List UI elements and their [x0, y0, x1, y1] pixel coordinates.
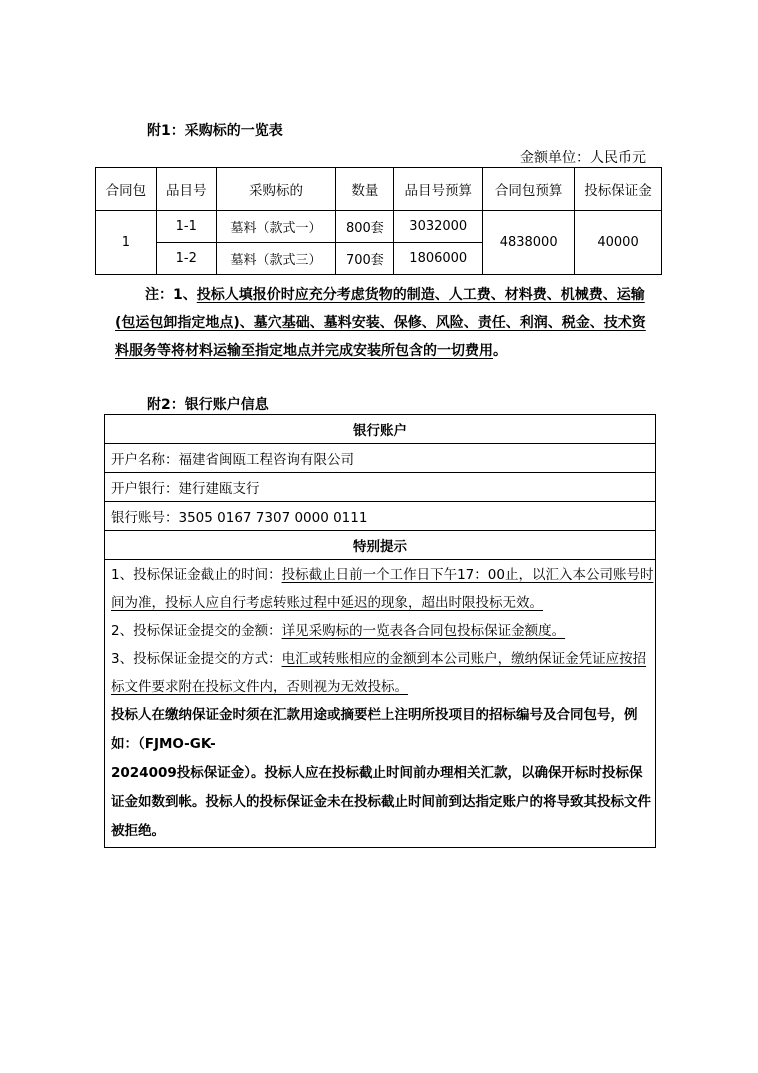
bank-account-table [104, 414, 656, 848]
tip-amount-value: 详见采购标的一览表各合同包投标保证金额度。 [281, 623, 566, 639]
deposit-remark [111, 701, 655, 846]
account-number-row [105, 502, 656, 531]
item-name: 墓料（款式一） [216, 211, 336, 243]
tip-method-value: 电汇或转账相应的金额到本公司账户，缴纳保证金凭证应按招标文件要求附在投标文件内，否则视为无效投标。 [111, 651, 647, 695]
heading-attachment-2: 附2：银行账户信息 [147, 397, 269, 413]
tip-deadline-value: 投标截止日前一个工作日下午17：00止，以汇入本公司账号时间为准，投标人应自行考虑转账过程中延迟的现象，超出时限投标无效。 [111, 567, 654, 611]
price-note [115, 281, 655, 365]
tip-amount [111, 617, 655, 645]
col-header: 数量 [336, 168, 394, 211]
tip-method [111, 645, 655, 701]
account-number-label: 银行账号： [111, 510, 179, 526]
package-budget: 4838000 [483, 211, 575, 275]
bank-name-label: 开户银行： [111, 481, 179, 497]
account-name-label: 开户名称： [111, 452, 179, 468]
item-number: 1-1 [156, 211, 216, 243]
table-row [96, 211, 662, 243]
tip-deadline [111, 561, 655, 617]
special-tips-title: 特别提示 [105, 531, 656, 560]
item-number: 1-2 [156, 243, 216, 275]
table-header-row [96, 168, 662, 211]
note-text: 投标人填报价时应充分考虑货物的制造、人工费、材料费、机械费、运输(包运包卸指定地点)、墓穴基础、墓料安装、保修、风险、责任、利润、税金、技术资料服务等将材料运输至指定地点并完成安装所包含的一切费用 [115, 287, 646, 359]
tips-cell [105, 560, 656, 848]
note-prefix: 注：1、 [145, 287, 197, 303]
col-header: 合同包预算 [483, 168, 575, 211]
bank-name-row [105, 473, 656, 502]
currency-unit: 金额单位：人民币元 [520, 150, 646, 166]
col-header: 投标保证金 [575, 168, 662, 211]
deposit-remark-line1: 投标人在缴纳保证金时须在汇款用途或摘要栏上注明所投项目的招标编号及合同包号，例如：（FJMO-GK- [111, 707, 638, 752]
item-budget: 3032000 [394, 211, 483, 243]
tip-method-label: 3、投标保证金提交的方式： [111, 651, 282, 667]
note-suffix: 。 [493, 343, 507, 359]
col-header: 合同包 [96, 168, 157, 211]
item-budget: 1806000 [394, 243, 483, 275]
col-header: 品目号 [156, 168, 216, 211]
bid-deposit: 40000 [575, 211, 662, 275]
account-name-row [105, 444, 656, 473]
col-header: 采购标的 [216, 168, 336, 211]
tip-deadline-label: 1、投标保证金截止的时间： [111, 567, 282, 583]
account-number-value: 3505 0167 7307 0000 0111 [178, 510, 368, 526]
deposit-remark-line2: 2024009投标保证金）。投标人应在投标截止时间前办理相关汇款，以确保开标时投标保证金如数到帐。投标人的投标保证金未在投标截止时间前到达指定账户的将导致其投标文件被拒绝。 [111, 765, 651, 839]
tip-amount-label: 2、投标保证金提交的金额： [111, 623, 282, 639]
col-header: 品目号预算 [394, 168, 483, 211]
bank-name-value: 建行建瓯支行 [178, 481, 260, 497]
procurement-table [95, 167, 662, 275]
package-number: 1 [96, 211, 157, 275]
bank-table-title: 银行账户 [105, 415, 656, 444]
item-name: 墓料（款式三） [216, 243, 336, 275]
item-quantity: 700套 [336, 243, 394, 275]
heading-attachment-1: 附1：采购标的一览表 [147, 123, 283, 139]
item-quantity: 800套 [336, 211, 394, 243]
account-name-value: 福建省闽瓯工程咨询有限公司 [178, 452, 354, 468]
